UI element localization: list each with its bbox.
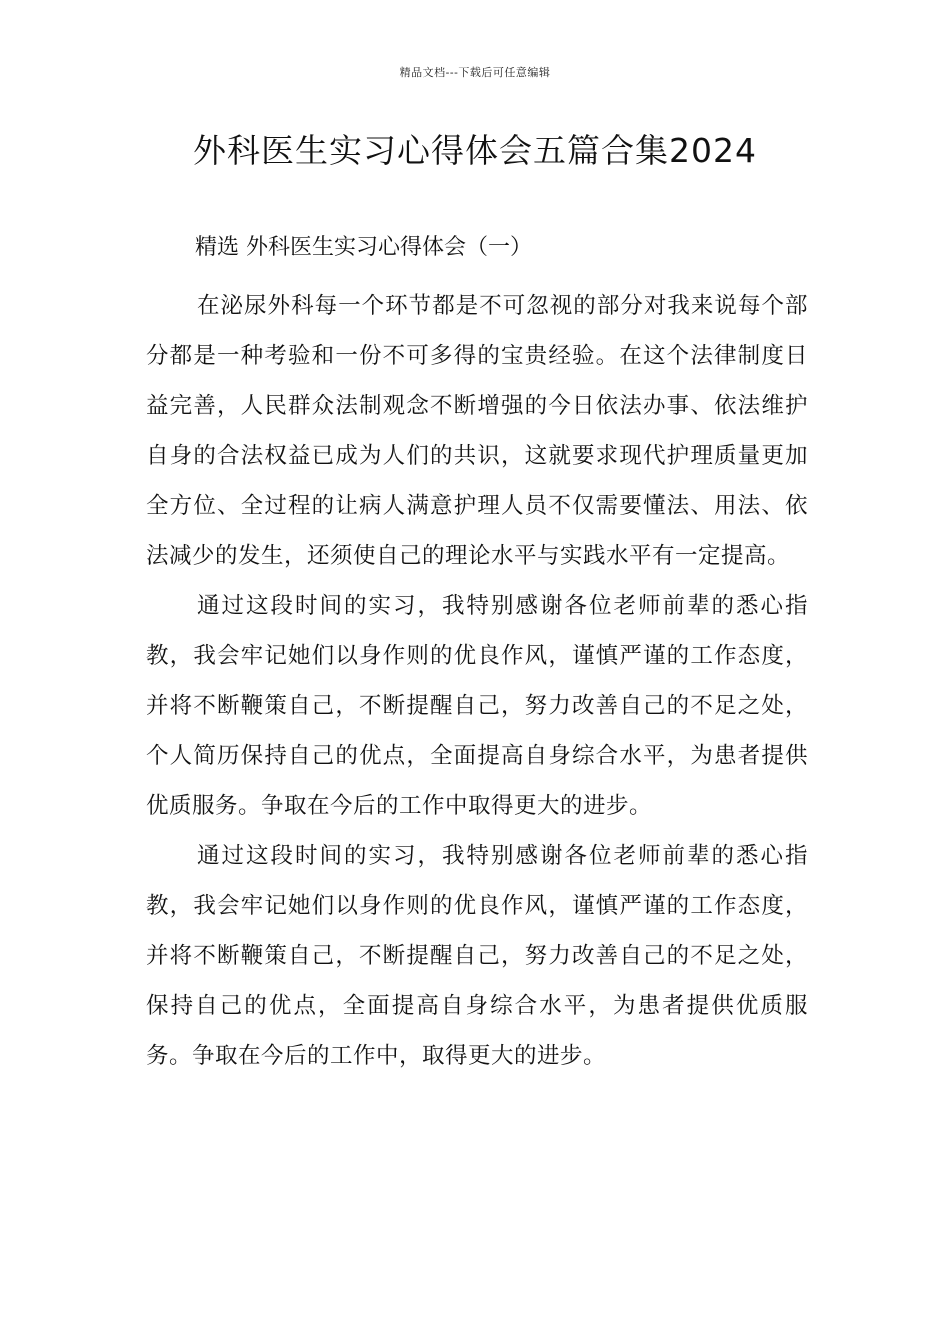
document-body — [146, 281, 808, 1081]
section-heading: 精选 外科医生实习心得体会（一） — [195, 235, 532, 260]
paragraph: 通过这段时间的实习，我特别感谢各位老师前辈的悉心指教，我会牢记她们以身作则的优良作风，谨慎严谨的工作态度，并将不断鞭策自己，不断提醒自己，努力改善自己的不足之处，保持自己的优点，全面提高自身综合水平，为患者提供优质服务。争取在今后的工作中，取得更大的进步。 — [146, 843, 808, 1069]
paragraph: 通过这段时间的实习，我特别感谢各位老师前辈的悉心指教，我会牢记她们以身作则的优良作风，谨慎严谨的工作态度，并将不断鞭策自己，不断提醒自己，努力改善自己的不足之处，个人简历保持自己的优点，全面提高自身综合水平，为患者提供优质服务。争取在今后的工作中取得更大的进步。 — [146, 593, 808, 819]
document-title: 外科医生实习心得体会五篇合集2024 — [193, 131, 757, 170]
paragraph: 在泌尿外科每一个环节都是不可忽视的部分对我来说每个部分都是一种考验和一份不可多得的宝贵经验。在这个法律制度日益完善，人民群众法制观念不断增强的今日依法办事、依法维护自身的合法权益已成为人们的共识，这就要求现代护理质量更加全方位、全过程的让病人满意护理人员不仅需要懂法、用法、依法减少的发生，还须使自己的理论水平与实践水平有一定提高。 — [146, 293, 808, 569]
page-header-note: 精品文档---下载后可任意编辑 — [399, 66, 551, 79]
